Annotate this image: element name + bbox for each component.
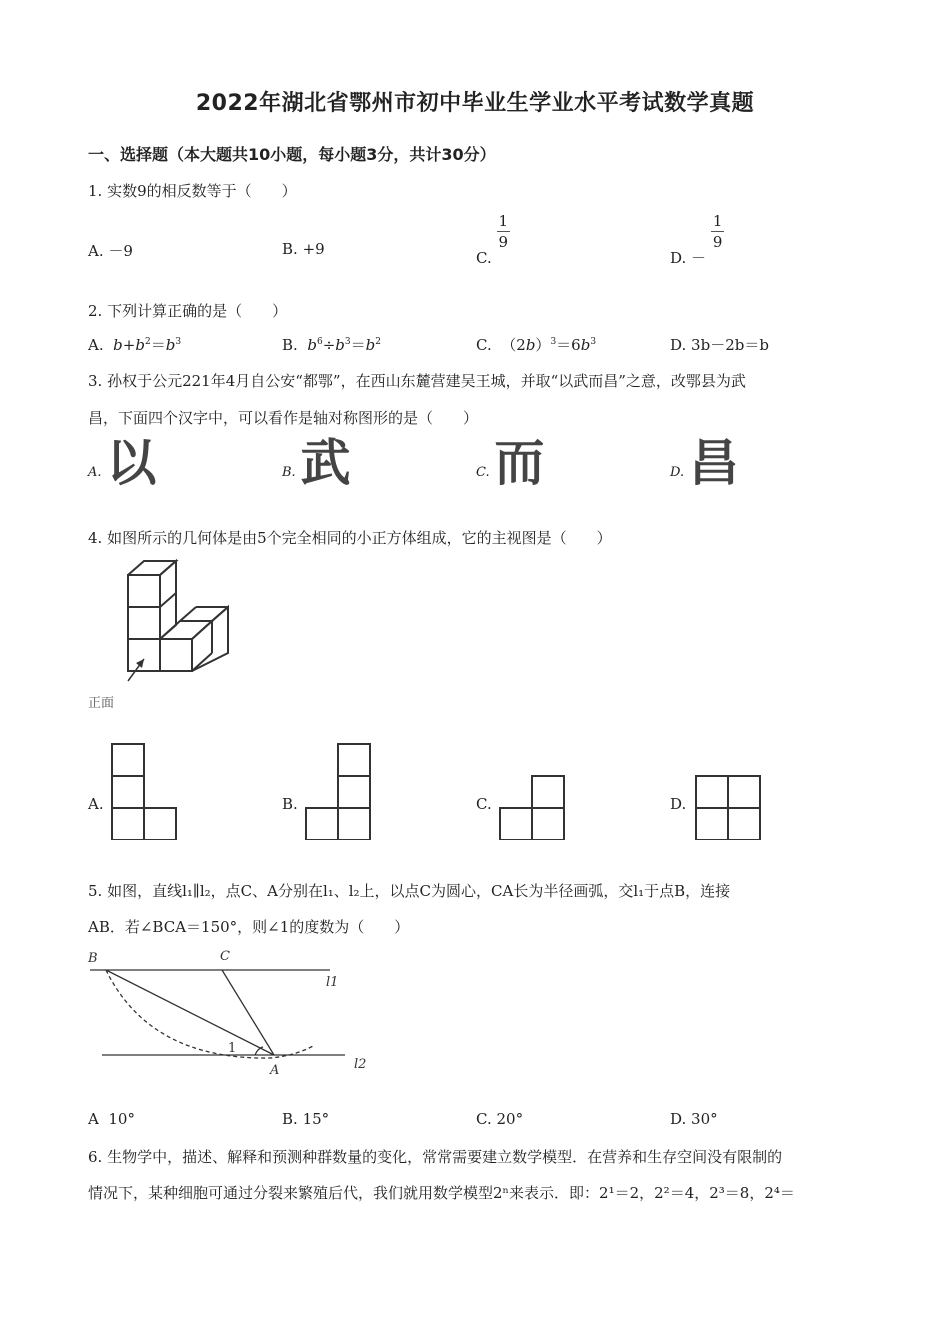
q4-option-b-label[interactable]: B. bbox=[282, 795, 298, 813]
segment-ba bbox=[106, 970, 274, 1055]
label-l1: l1 bbox=[326, 975, 339, 990]
q3-line1: 3. 孙权于公元221年4月自公安“都鄂”，在西山东麓营建吴王城，并取“以武而昌”之意，改鄂县为武 bbox=[88, 372, 746, 390]
q6-line2: 情况下，某种细胞可通过分裂来繁殖后代，我们就用数学模型2ⁿ来表示．即：2¹＝2，2²＝4，2³＝8，2⁴＝ bbox=[88, 1184, 795, 1202]
char-image: 而 bbox=[494, 434, 545, 492]
q4-option-d-label[interactable]: D. bbox=[670, 795, 687, 813]
q3-option-b[interactable]: B. 武 bbox=[282, 434, 351, 492]
q3-option-a[interactable]: A. 以 bbox=[88, 434, 157, 492]
q4-option-c-figure[interactable] bbox=[496, 772, 568, 840]
label-angle-1: 1 bbox=[228, 1041, 237, 1056]
q2-stem: 2. 下列计算正确的是（ ） bbox=[88, 302, 288, 320]
q2-option-a[interactable]: A. $b+b^2=b^3$ bbox=[88, 336, 182, 354]
q2-option-d[interactable]: D. 3b－2b＝b bbox=[670, 336, 769, 354]
char-image: 武 bbox=[300, 434, 351, 492]
label-a: A bbox=[270, 1063, 280, 1078]
q5-option-b[interactable]: B. 15° bbox=[282, 1110, 330, 1128]
char-image: 昌 bbox=[688, 434, 739, 492]
q4-option-b-figure[interactable] bbox=[302, 740, 374, 840]
q6-line1: 6. 生物学中，描述、解释和预测种群数量的变化，常常需要建立数学模型．在营养和生存空间没有限制的 bbox=[88, 1148, 783, 1166]
q4-option-d-figure[interactable] bbox=[692, 772, 764, 840]
q4-option-a-label[interactable]: A. bbox=[88, 795, 104, 813]
label-c: C bbox=[220, 949, 230, 964]
q3-option-c[interactable]: C. 而 bbox=[476, 434, 545, 492]
char-image: 以 bbox=[106, 434, 157, 492]
section-heading: 一、选择题（本大题共10小题，每小题3分，共计30分） bbox=[88, 145, 496, 164]
geometry-figure bbox=[80, 940, 380, 1080]
page-title: 2022年湖北省鄂州市初中毕业生学业水平考试数学真题 bbox=[195, 91, 755, 116]
label-b: B bbox=[88, 951, 98, 966]
cube-figure bbox=[88, 555, 238, 715]
arc bbox=[106, 970, 315, 1058]
q5-option-a[interactable]: A 10° bbox=[88, 1110, 135, 1128]
q5-option-c[interactable]: C. 20° bbox=[476, 1110, 524, 1128]
q5-line1: 5. 如图，直线l₁∥l₂，点C、A分别在l₁、l₂上，以点C为圆心，CA长为半径画弧，交l₁于点B，连接 bbox=[88, 882, 731, 900]
q4-stem: 4. 如图所示的几何体是由5个完全相同的小正方体组成，它的主视图是（ ） bbox=[88, 529, 612, 547]
q5-line2: AB．若∠BCA＝150°，则∠1的度数为（ ） bbox=[88, 918, 410, 936]
fraction: $\frac{1}{9}$ bbox=[712, 212, 723, 251]
label-l2: l2 bbox=[354, 1057, 367, 1072]
q2-option-c[interactable]: C. $(2b)^3=6b^3$ bbox=[476, 336, 597, 354]
q1-option-d[interactable]: D. － $\frac{1}{9}$ bbox=[670, 212, 723, 267]
fraction: $\frac{1}{9}$ bbox=[498, 212, 509, 251]
q5-option-d[interactable]: D. 30° bbox=[670, 1110, 718, 1128]
q4-option-c-label[interactable]: C. bbox=[476, 795, 492, 813]
q1-option-b[interactable]: B. +9 bbox=[282, 240, 325, 258]
q1-stem: 1. 实数9的相反数等于（ ） bbox=[88, 182, 297, 200]
q4-option-a-figure[interactable] bbox=[108, 740, 180, 840]
q3-option-d[interactable]: D. 昌 bbox=[670, 434, 739, 492]
q1-option-c[interactable]: C. $\frac{1}{9}$ bbox=[476, 212, 509, 267]
q3-line2: 昌，下面四个汉字中，可以看作是轴对称图形的是（ ） bbox=[88, 409, 479, 427]
front-label: 正面 bbox=[88, 696, 115, 711]
q2-option-b[interactable]: B. $b^6\div b^3=b^2$ bbox=[282, 336, 381, 354]
q1-option-a[interactable]: A. －9 bbox=[88, 242, 133, 260]
